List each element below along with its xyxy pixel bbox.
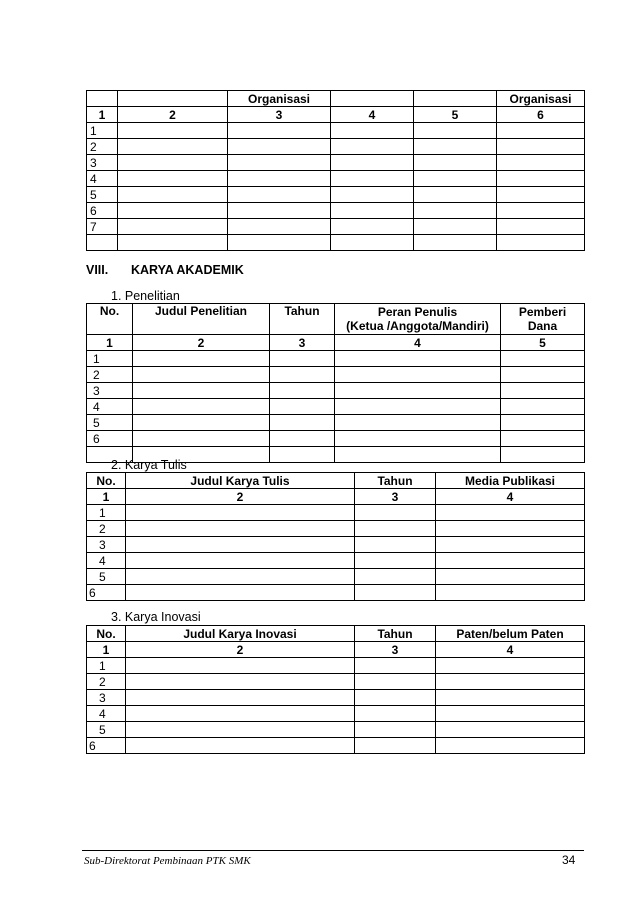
number-cell: 3 xyxy=(270,335,335,351)
table-cell xyxy=(126,706,355,722)
table-cell xyxy=(497,155,585,171)
table-cell xyxy=(497,123,585,139)
table-cell xyxy=(501,431,585,447)
footer-divider xyxy=(82,850,584,851)
col-header-no: No. xyxy=(87,304,133,335)
number-cell: 4 xyxy=(436,642,585,658)
table-cell xyxy=(228,155,331,171)
table-number-row xyxy=(87,489,585,505)
table-cell xyxy=(335,431,501,447)
header-cell: Paten/belum Paten xyxy=(436,626,585,642)
table-cell xyxy=(436,521,585,537)
table-cell xyxy=(118,139,228,155)
number-cell: 2 xyxy=(118,107,228,123)
table-cell xyxy=(436,674,585,690)
table-row xyxy=(87,537,585,553)
pemberi-line2: Dana xyxy=(527,319,558,333)
table-cell xyxy=(497,171,585,187)
table-cell xyxy=(497,139,585,155)
table-cell xyxy=(228,123,331,139)
header-cell: Organisasi xyxy=(228,91,331,107)
karya-inovasi-table xyxy=(86,625,585,754)
number-cell: 2 xyxy=(126,642,355,658)
table-header-row xyxy=(87,626,585,642)
peran-line2: (Ketua /Anggota/Mandiri) xyxy=(346,319,489,333)
header-cell xyxy=(414,91,497,107)
number-cell: 4 xyxy=(335,335,501,351)
table-row xyxy=(87,203,585,219)
number-cell: 1 xyxy=(87,642,126,658)
table-row xyxy=(87,383,585,399)
table-cell xyxy=(126,521,355,537)
table-cell xyxy=(501,447,585,463)
table-cell xyxy=(355,553,436,569)
table-row xyxy=(87,399,585,415)
table-cell xyxy=(355,537,436,553)
peran-line1: Peran Penulis xyxy=(377,305,458,319)
table-cell xyxy=(126,569,355,585)
table-cell xyxy=(133,415,270,431)
table-cell xyxy=(118,155,228,171)
row-number: 2 xyxy=(87,139,118,155)
number-cell: 1 xyxy=(87,489,126,505)
table-cell xyxy=(133,351,270,367)
table-cell xyxy=(126,505,355,521)
table-cell xyxy=(436,658,585,674)
table-row xyxy=(87,415,585,431)
row-number: 2 xyxy=(87,674,126,690)
header-cell xyxy=(87,91,118,107)
table-cell xyxy=(436,553,585,569)
number-cell: 3 xyxy=(355,642,436,658)
table-cell xyxy=(355,585,436,601)
table-cell xyxy=(126,658,355,674)
karya-tulis-title: 2. Karya Tulis xyxy=(111,458,187,472)
table-cell xyxy=(270,415,335,431)
table-cell xyxy=(355,505,436,521)
table-cell xyxy=(126,537,355,553)
number-cell: 4 xyxy=(436,489,585,505)
table-cell xyxy=(133,431,270,447)
table-cell xyxy=(355,521,436,537)
number-cell: 1 xyxy=(87,107,118,123)
table-cell xyxy=(335,367,501,383)
table-cell xyxy=(501,383,585,399)
table-row xyxy=(87,585,585,601)
table-row xyxy=(87,219,585,235)
col-header-judul: Judul Penelitian xyxy=(133,304,270,335)
table-cell xyxy=(335,383,501,399)
table-cell xyxy=(335,415,501,431)
table-cell xyxy=(270,431,335,447)
col-header-tahun: Tahun xyxy=(270,304,335,335)
row-number: 4 xyxy=(87,399,133,415)
table-cell xyxy=(436,505,585,521)
header-cell: No. xyxy=(87,473,126,489)
row-number: 1 xyxy=(87,123,118,139)
row-number: 7 xyxy=(87,219,118,235)
table-cell xyxy=(228,203,331,219)
table-cell xyxy=(436,585,585,601)
table-row xyxy=(87,505,585,521)
table-cell xyxy=(414,123,497,139)
table-cell xyxy=(118,235,228,251)
header-cell: Organisasi xyxy=(497,91,585,107)
penelitian-title: 1. Penelitian xyxy=(111,289,180,303)
table-cell xyxy=(228,219,331,235)
table-row xyxy=(87,367,585,383)
table-cell xyxy=(270,351,335,367)
row-number: 2 xyxy=(87,367,133,383)
table-row xyxy=(87,521,585,537)
col-header-peran xyxy=(335,304,501,335)
table-cell xyxy=(414,171,497,187)
table-row xyxy=(87,155,585,171)
row-number: 4 xyxy=(87,706,126,722)
table-cell xyxy=(228,187,331,203)
row-number: 6 xyxy=(87,585,126,601)
table-number-row xyxy=(87,642,585,658)
row-number: 5 xyxy=(87,569,126,585)
table-cell xyxy=(414,139,497,155)
header-cell xyxy=(331,91,414,107)
table-cell xyxy=(497,219,585,235)
number-cell: 3 xyxy=(228,107,331,123)
table-row xyxy=(87,235,585,251)
table-cell xyxy=(436,537,585,553)
table-cell xyxy=(270,367,335,383)
table-row xyxy=(87,351,585,367)
table-cell xyxy=(126,553,355,569)
section-title: KARYA AKADEMIK xyxy=(131,263,244,277)
row-number: 5 xyxy=(87,722,126,738)
table-cell xyxy=(501,415,585,431)
table-cell xyxy=(355,690,436,706)
table-cell xyxy=(118,123,228,139)
table-cell xyxy=(501,351,585,367)
table-row xyxy=(87,553,585,569)
table-cell xyxy=(497,235,585,251)
table-cell xyxy=(270,383,335,399)
table-row xyxy=(87,706,585,722)
table-row xyxy=(87,738,585,754)
row-number: 4 xyxy=(87,171,118,187)
table-cell xyxy=(335,447,501,463)
table-cell xyxy=(133,399,270,415)
header-cell: Tahun xyxy=(355,473,436,489)
table-cell xyxy=(228,139,331,155)
karya-inovasi-title: 3. Karya Inovasi xyxy=(111,610,201,624)
table-cell xyxy=(501,399,585,415)
table-cell xyxy=(331,219,414,235)
table-row xyxy=(87,431,585,447)
table-cell xyxy=(355,722,436,738)
row-number: 3 xyxy=(87,155,118,171)
number-cell: 6 xyxy=(497,107,585,123)
table-cell xyxy=(118,171,228,187)
header-cell: Tahun xyxy=(355,626,436,642)
table-row xyxy=(87,690,585,706)
header-cell: Media Publikasi xyxy=(436,473,585,489)
table-cell xyxy=(497,203,585,219)
table-cell xyxy=(331,139,414,155)
table-cell xyxy=(355,674,436,690)
table-cell xyxy=(118,219,228,235)
row-number: 4 xyxy=(87,553,126,569)
penelitian-table xyxy=(86,303,585,463)
table-cell xyxy=(270,447,335,463)
section-number: VIII. xyxy=(86,263,109,277)
table-cell xyxy=(331,123,414,139)
row-number: 6 xyxy=(87,203,118,219)
table-row xyxy=(87,123,585,139)
row-number: 2 xyxy=(87,521,126,537)
table-cell xyxy=(331,235,414,251)
table-cell xyxy=(335,351,501,367)
table-cell xyxy=(436,569,585,585)
table-cell xyxy=(436,690,585,706)
table-cell xyxy=(228,235,331,251)
row-number: 1 xyxy=(87,351,133,367)
col-header-pemberi xyxy=(501,304,585,335)
table-cell xyxy=(331,155,414,171)
row-number: 5 xyxy=(87,187,118,203)
header-cell xyxy=(118,91,228,107)
table-row xyxy=(87,171,585,187)
table-cell xyxy=(501,367,585,383)
table-cell xyxy=(228,171,331,187)
table-cell xyxy=(331,187,414,203)
table-cell xyxy=(355,706,436,722)
table-cell xyxy=(126,738,355,754)
table-cell xyxy=(331,171,414,187)
table-row xyxy=(87,722,585,738)
table-cell xyxy=(126,674,355,690)
row-number: 3 xyxy=(87,690,126,706)
row-number: 3 xyxy=(87,537,126,553)
table-cell xyxy=(118,203,228,219)
number-cell: 2 xyxy=(133,335,270,351)
table-cell xyxy=(355,569,436,585)
organisasi-table xyxy=(86,90,585,251)
table-number-row xyxy=(87,107,585,123)
footer-label: Sub-Direktorat Pembinaan PTK SMK xyxy=(84,855,251,867)
table-cell xyxy=(355,658,436,674)
table-header-row xyxy=(87,473,585,489)
table-cell xyxy=(133,367,270,383)
pemberi-line1: Pemberi xyxy=(518,305,567,319)
table-cell xyxy=(331,203,414,219)
table-cell xyxy=(414,219,497,235)
row-number: 6 xyxy=(87,431,133,447)
number-cell: 2 xyxy=(126,489,355,505)
header-cell: Judul Karya Inovasi xyxy=(126,626,355,642)
header-cell: No. xyxy=(87,626,126,642)
table-header-row xyxy=(87,91,585,107)
number-cell: 4 xyxy=(331,107,414,123)
number-cell: 3 xyxy=(355,489,436,505)
table-cell xyxy=(118,187,228,203)
row-number: 3 xyxy=(87,383,133,399)
table-cell xyxy=(270,399,335,415)
table-cell xyxy=(414,187,497,203)
row-number: 6 xyxy=(87,738,126,754)
table-number-row xyxy=(87,335,585,351)
table-cell xyxy=(436,738,585,754)
number-cell: 5 xyxy=(414,107,497,123)
header-cell: Judul Karya Tulis xyxy=(126,473,355,489)
table-row xyxy=(87,187,585,203)
row-number: 5 xyxy=(87,415,133,431)
table-cell xyxy=(497,187,585,203)
page-number: 34 xyxy=(562,853,576,867)
table-cell xyxy=(414,155,497,171)
row-number xyxy=(87,235,118,251)
table-cell xyxy=(335,399,501,415)
table-row xyxy=(87,674,585,690)
number-cell: 1 xyxy=(87,335,133,351)
table-cell xyxy=(414,203,497,219)
table-cell xyxy=(126,722,355,738)
table-cell xyxy=(436,722,585,738)
row-number: 1 xyxy=(87,658,126,674)
karya-tulis-table xyxy=(86,472,585,601)
row-number: 1 xyxy=(87,505,126,521)
table-cell xyxy=(126,585,355,601)
table-row xyxy=(87,139,585,155)
number-cell: 5 xyxy=(501,335,585,351)
table-row xyxy=(87,658,585,674)
table-cell xyxy=(414,235,497,251)
table-cell xyxy=(436,706,585,722)
table-cell xyxy=(133,383,270,399)
table-cell xyxy=(126,690,355,706)
table-cell xyxy=(355,738,436,754)
table-row xyxy=(87,569,585,585)
